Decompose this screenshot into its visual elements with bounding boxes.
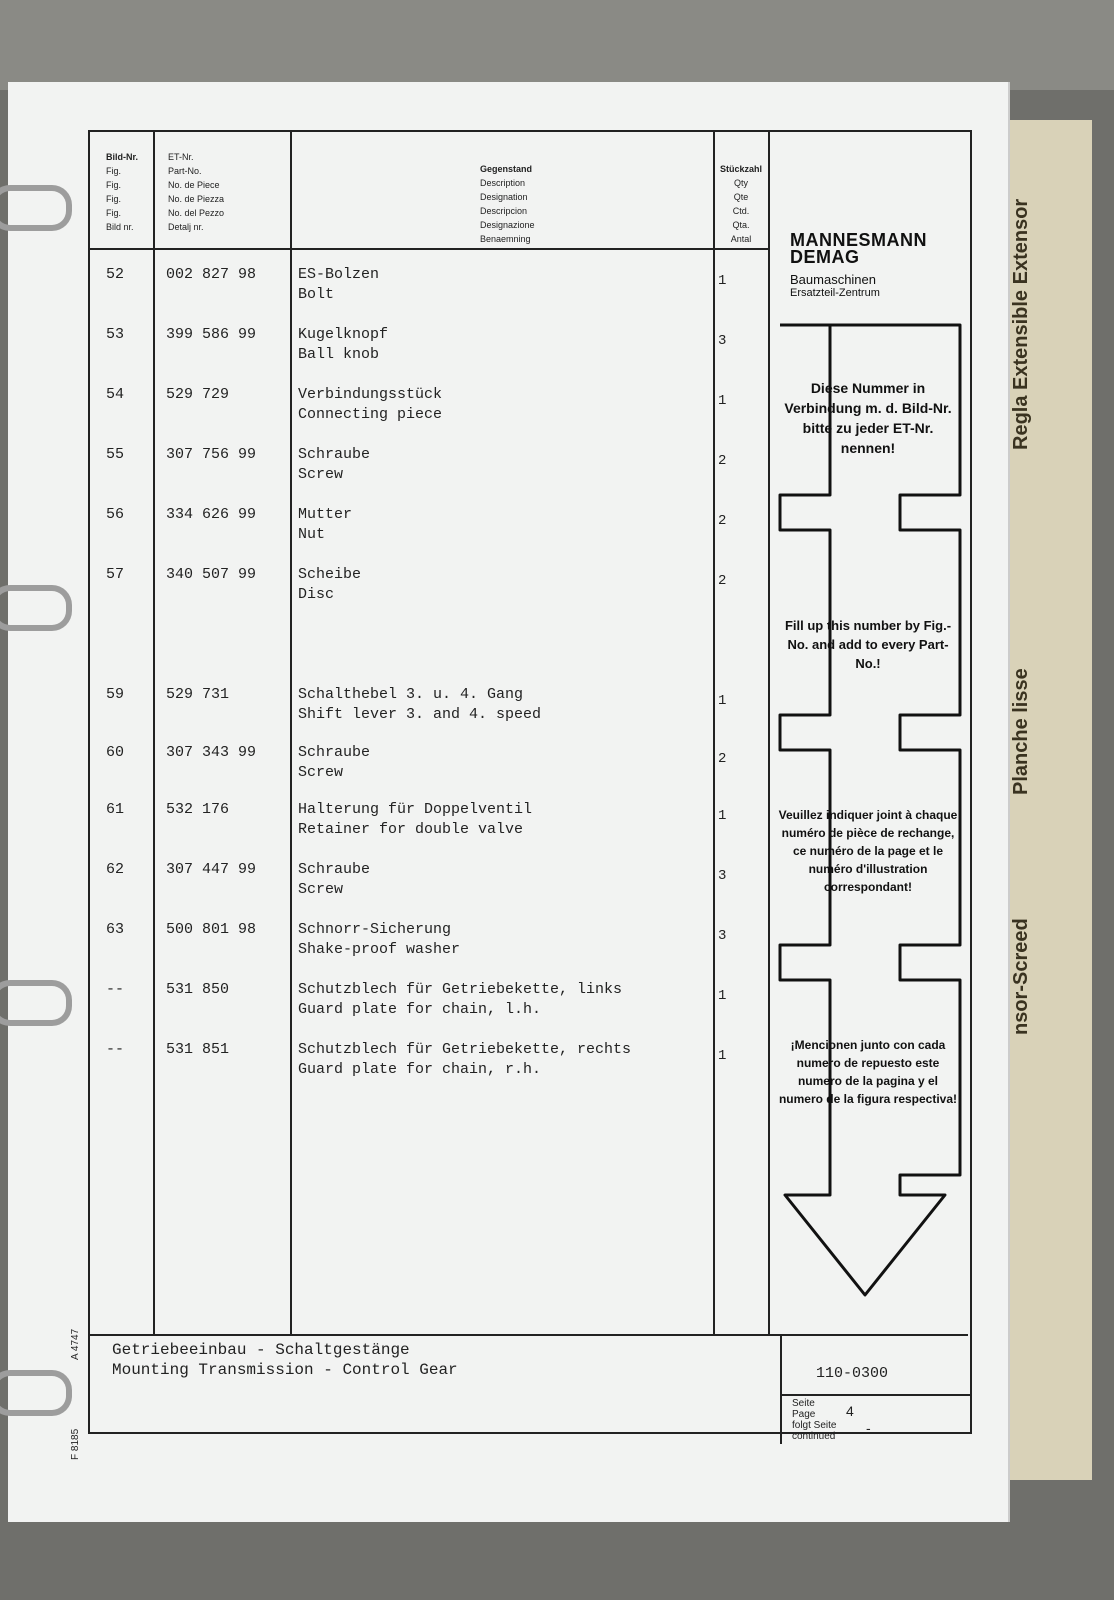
binder-tab-label[interactable]: Planche lisse: [1010, 668, 1032, 795]
description-english: Shake-proof washer: [298, 941, 461, 958]
document-number: 110-0300: [816, 1365, 889, 1382]
fig-number: --: [106, 1041, 125, 1058]
brand-center: Ersatzteil-Zentrum: [790, 287, 880, 299]
quantity: 2: [718, 513, 727, 529]
header-qty-column: Stückzahl Qty Qte Ctd. Qta. Antal: [720, 164, 763, 244]
part-number: 529 731: [166, 686, 230, 703]
fig-number: 61: [106, 801, 125, 818]
item-description: [298, 445, 718, 485]
fig-number: 53: [106, 326, 125, 343]
binder-ring-icon: [0, 585, 72, 631]
part-number: 531 851: [166, 1041, 230, 1058]
quantity: 3: [718, 928, 727, 944]
item-description: [298, 1040, 718, 1080]
part-number: 531 850: [166, 981, 230, 998]
description-german: Verbindungsstück: [298, 386, 443, 403]
fig-number: 56: [106, 506, 125, 523]
footer-split-line: [780, 1394, 970, 1396]
fig-number: 59: [106, 686, 125, 703]
item-description: [298, 920, 718, 960]
part-number: 399 586 99: [166, 326, 257, 343]
description-german: Schraube: [298, 446, 371, 463]
description-german: Schraube: [298, 861, 371, 878]
binder-tab-label[interactable]: nsor-Screed: [1010, 918, 1032, 1035]
page-number: 4: [846, 1403, 854, 1419]
description-english: Disc: [298, 586, 335, 603]
side-code: F 8185: [70, 1428, 81, 1460]
description-english: Retainer for double valve: [298, 821, 524, 838]
item-description: [298, 505, 718, 545]
fig-number: 60: [106, 744, 125, 761]
part-number: 307 343 99: [166, 744, 257, 761]
part-number: 002 827 98: [166, 266, 257, 283]
description-english: Shift lever 3. and 4. speed: [298, 706, 542, 723]
fig-number: 55: [106, 446, 125, 463]
notice-spanish: ¡Mencionen junto con cada numero de repuesto este numero de la pagina y el numero de la figura respectiva!: [778, 1038, 958, 1106]
item-description: [298, 860, 718, 900]
item-description: [298, 265, 718, 305]
continued-page: -: [866, 1420, 871, 1436]
brand-subname: DEMAG: [790, 247, 860, 267]
description-english: Connecting piece: [298, 406, 443, 423]
description-english: Guard plate for chain, r.h.: [298, 1061, 542, 1078]
desk-background: [0, 0, 1114, 90]
binder-ring-icon: [0, 185, 72, 231]
binder-ring-icon: [0, 1370, 72, 1416]
fig-number: 57: [106, 566, 125, 583]
part-number: 340 507 99: [166, 566, 257, 583]
description-german: Kugelknopf: [298, 326, 389, 343]
header-description-column: Gegenstand Description Designation Descripcion Designazione Benaemning: [480, 164, 535, 244]
description-german: Schutzblech für Getriebekette, links: [298, 981, 623, 998]
fig-number: --: [106, 981, 125, 998]
item-description: [298, 800, 718, 840]
fig-number: 54: [106, 386, 125, 403]
description-english: Nut: [298, 526, 326, 543]
binder-tab-label[interactable]: Regla Extensible Extensor: [1010, 198, 1032, 450]
description-english: Screw: [298, 881, 344, 898]
description-german: Schutzblech für Getriebekette, rechts: [298, 1041, 632, 1058]
quantity: 1: [718, 808, 727, 824]
item-description: [298, 980, 718, 1020]
page-labels: Seite Page folgt Seite continued: [792, 1398, 837, 1442]
part-number: 529 729: [166, 386, 230, 403]
part-number: 307 756 99: [166, 446, 257, 463]
description-english: Bolt: [298, 286, 335, 303]
notice-german: Diese Nummer in Verbindung m. d. Bild-Nr. bitte zu jeder ET-Nr. nennen!: [784, 380, 952, 456]
quantity: 2: [718, 573, 727, 589]
notice-english: Fill up this number by Fig.-No. and add to every Part-No.!: [784, 618, 952, 671]
description-english: Screw: [298, 466, 344, 483]
description-german: Mutter: [298, 506, 353, 523]
part-number: 334 626 99: [166, 506, 257, 523]
quantity: 1: [718, 988, 727, 1004]
item-description: [298, 685, 718, 725]
item-description: [298, 385, 718, 425]
column-divider: [713, 130, 715, 1335]
description-german: Scheibe: [298, 566, 362, 583]
brand-block: [790, 230, 927, 299]
description-english: Screw: [298, 764, 344, 781]
item-description: [298, 565, 718, 605]
binder-ring-icon: [0, 980, 72, 1026]
description-german: Schnorr-Sicherung: [298, 921, 452, 938]
quantity: 2: [718, 751, 727, 767]
part-number: 307 447 99: [166, 861, 257, 878]
column-divider: [153, 130, 155, 1335]
quantity: 2: [718, 453, 727, 469]
quantity: 1: [718, 1048, 727, 1064]
description-german: Schraube: [298, 744, 371, 761]
footer-title: Getriebeeinbau - Schaltgestänge Mounting Transmission - Control Gear: [112, 1341, 458, 1379]
description-english: Ball knob: [298, 346, 380, 363]
description-german: Schalthebel 3. u. 4. Gang: [298, 686, 524, 703]
fig-number: 62: [106, 861, 125, 878]
quantity: 1: [718, 273, 727, 289]
brand-division: Baumaschinen: [790, 272, 876, 287]
header-part-column: ET-Nr. Part-No. No. de Piece No. de Piezza No. del Pezzo Detalj nr.: [168, 152, 225, 232]
notice-french: Veuillez indiquer joint à chaque numéro de pièce de rechange, ce numéro de la page et le numéro d'illustration correspondant!: [778, 808, 958, 894]
item-description: [298, 325, 718, 365]
quantity: 3: [718, 333, 727, 349]
brand-name: MANNESMANN: [790, 230, 927, 250]
header-fig-column: Bild-Nr. Fig. Fig. Fig. Fig. Bild nr.: [106, 152, 139, 232]
fig-number: 63: [106, 921, 125, 938]
column-divider: [290, 130, 292, 1335]
description-english: Guard plate for chain, l.h.: [298, 1001, 542, 1018]
part-number: 500 801 98: [166, 921, 257, 938]
description-german: Halterung für Doppelventil: [298, 801, 533, 818]
side-code: A 4747: [70, 1328, 81, 1360]
item-description: [298, 743, 718, 783]
part-number: 532 176: [166, 801, 230, 818]
fig-number: 52: [106, 266, 125, 283]
quantity: 3: [718, 868, 727, 884]
quantity: 1: [718, 393, 727, 409]
quantity: 1: [718, 693, 727, 709]
description-german: ES-Bolzen: [298, 266, 380, 283]
